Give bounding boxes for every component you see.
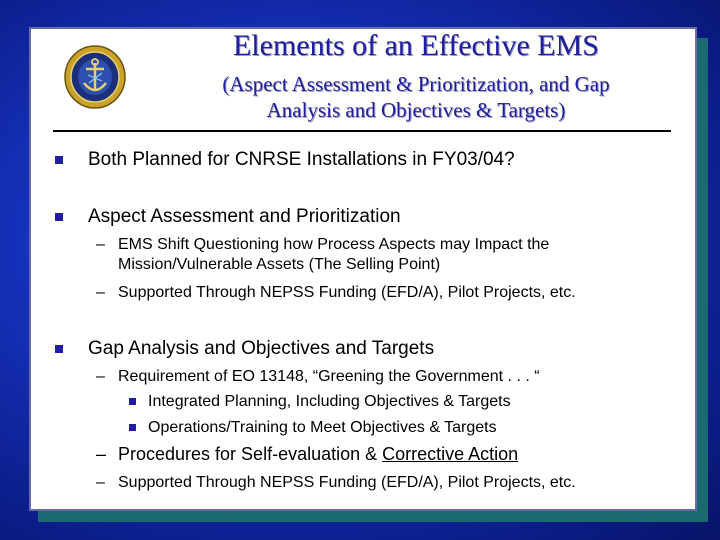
- sub-text: Requirement of EO 13148, “Greening the Government . . . “: [118, 368, 540, 385]
- subtitle-line-1: (Aspect Assessment & Prioritization, and Gap: [222, 72, 610, 96]
- dash-marker: –: [96, 444, 107, 464]
- bullet-text: Gap Analysis and Objectives and Targets: [88, 338, 435, 359]
- sub-text-prefix: Procedures for Self-evaluation &: [118, 444, 383, 464]
- dash-marker: –: [96, 284, 105, 301]
- square-bullet-icon: [55, 213, 63, 221]
- slide-panel: [29, 27, 697, 511]
- sub-text-line-2: Mission/Vulnerable Assets (The Selling Point): [118, 256, 441, 273]
- sub-sub-text: Operations/Training to Meet Objectives & Targets: [148, 419, 497, 436]
- bullet-text: Both Planned for CNRSE Installations in FY03/04?: [88, 149, 515, 170]
- navy-seal-logo: [64, 45, 126, 109]
- corrective-action-text: Corrective Action: [382, 444, 519, 464]
- slide-subtitle: [141, 71, 691, 123]
- sub-sub-text: Integrated Planning, Including Objectives & Targets: [148, 393, 511, 410]
- square-bullet-icon: [55, 345, 63, 353]
- sub-text: Supported Through NEPSS Funding (EFD/A), Pilot Projects, etc.: [118, 284, 576, 301]
- sub-text-line-1: EMS Shift Questioning how Process Aspects may Impact the: [118, 236, 550, 253]
- dash-marker: –: [96, 474, 105, 491]
- bullet-text: Aspect Assessment and Prioritization: [88, 206, 401, 227]
- sub-text: Supported Through NEPSS Funding (EFD/A), Pilot Projects, etc.: [118, 474, 576, 491]
- square-bullet-icon: [55, 156, 63, 164]
- square-bullet-icon: [129, 424, 136, 431]
- dash-marker: –: [96, 368, 105, 385]
- dash-marker: –: [96, 236, 105, 253]
- subtitle-line-2: Analysis and Objectives & Targets): [266, 98, 566, 122]
- slide-title: Elements of an Effective EMS: [232, 29, 599, 62]
- sub-text: [118, 444, 518, 464]
- sub-text: [118, 235, 549, 275]
- square-bullet-icon: [129, 398, 136, 405]
- title-divider: [53, 130, 671, 132]
